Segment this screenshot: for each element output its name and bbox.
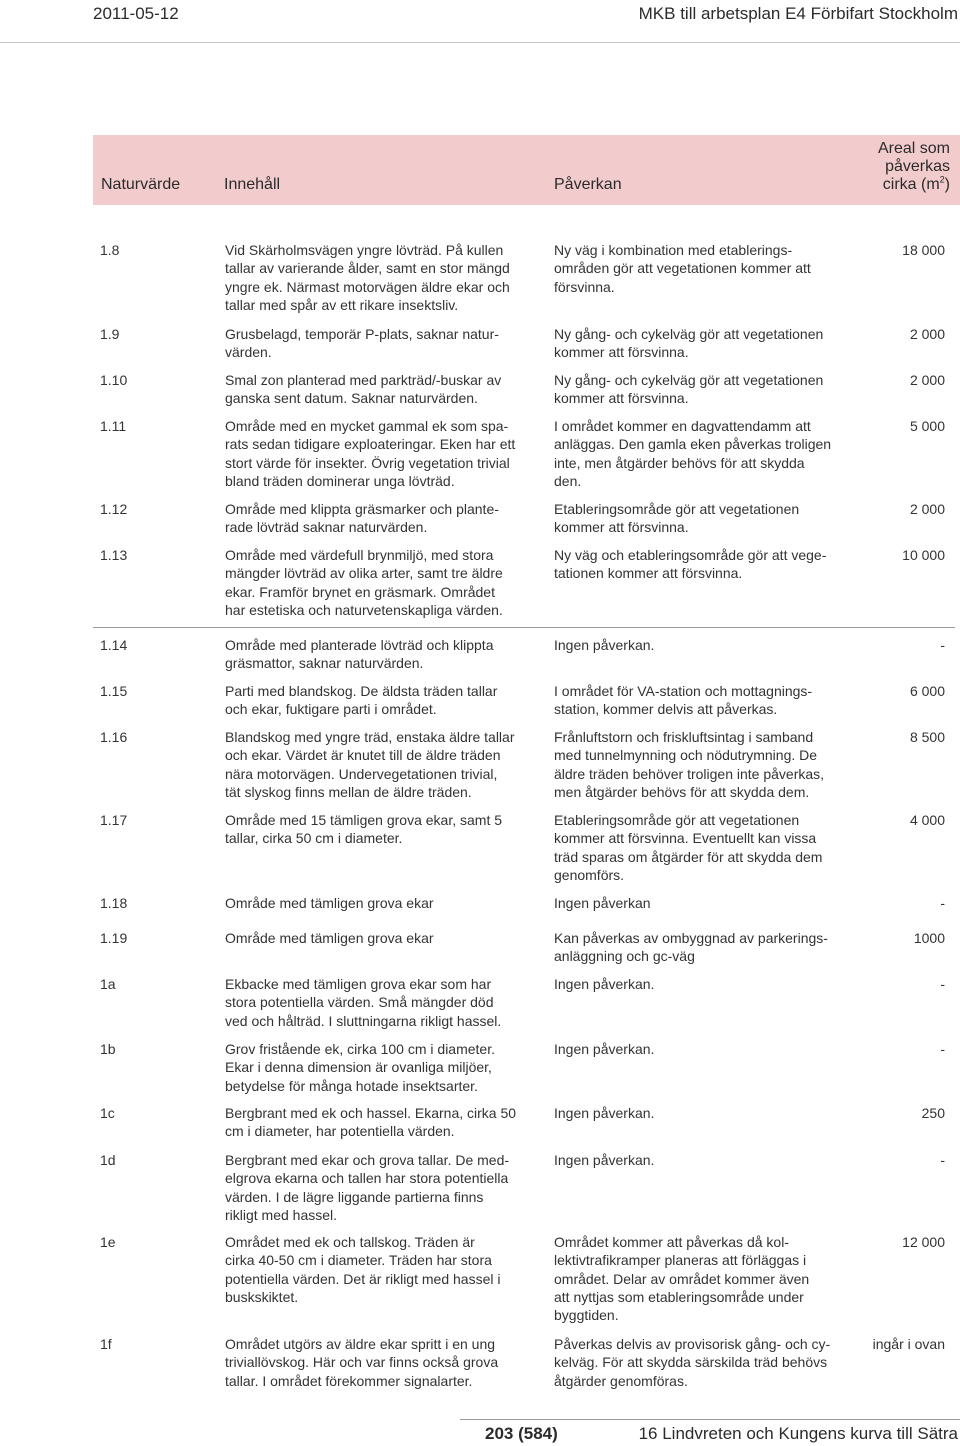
header-date: 2011-05-12: [93, 4, 179, 23]
cell-line: men åtgärder behövs för att skydda dem.: [554, 783, 810, 800]
cell-line: Område med tämligen grova ekar: [225, 895, 434, 911]
header-title: MKB till arbetsplan E4 Förbifart Stockholm: [638, 4, 958, 23]
cell-line: nära motorvägen. Undervegetationen trivial,: [225, 765, 498, 782]
cell-line: anläggning och gc-väg: [554, 948, 695, 965]
footer-divider: [460, 1419, 960, 1420]
cell-line: elgrova ekarna och tallen har stora potentiella: [225, 1170, 509, 1187]
cell-line: Vid Skärholmsvägen yngre lövträd. På kullen: [225, 242, 504, 258]
cell-line: kommer att försvinna. Eventuellt kan vissa: [554, 830, 817, 847]
cell-line: gräsmattor, saknar naturvärden.: [225, 655, 424, 672]
cell-line: Blandskog med yngre träd, enstaka äldre tallar: [225, 729, 515, 745]
cell-areal: 12 000: [902, 1234, 945, 1250]
cell-line: Ny gång- och cykelväg gör att vegetationen: [554, 372, 824, 388]
cell-line: Området utgörs av äldre ekar spritt i en ung: [225, 1336, 496, 1352]
cell-naturvarde: 1.18: [100, 895, 128, 911]
cell-line: att nyttjas som etableringsområde under: [554, 1288, 804, 1305]
cell-line: äldre träden behöver troligen inte påverkas,: [554, 765, 825, 782]
cell-paverkan: [554, 894, 651, 912]
cell-naturvarde: 1.12: [100, 501, 128, 517]
cell-naturvarde: 1a: [100, 976, 116, 992]
cell-line: Ingen påverkan.: [554, 1041, 655, 1057]
cell-naturvarde: 1.10: [100, 372, 128, 388]
cell-paverkan: [554, 929, 828, 966]
cell-line: Parti med blandskog. De äldsta träden tallar: [225, 683, 498, 699]
cell-areal: 10 000: [902, 547, 945, 563]
cell-line: stora potentiella värden. Små mängder död: [225, 994, 494, 1011]
cell-line: cm i diameter, har potentiella värden.: [225, 1123, 455, 1140]
cell-line: Bergbrant med ekar och grova tallar. De med-: [225, 1152, 510, 1168]
column-header-naturvarde: Naturvärde: [101, 176, 181, 193]
cell-line: yngre ek. Närmast motorvägen äldre ekar och: [225, 278, 510, 295]
cell-line: Område med planterade lövträd och klippta: [225, 637, 494, 653]
cell-line: Kan påverkas av ombyggnad av parkerings-: [554, 930, 828, 946]
cell-line: och ekar, fuktigare parti i området.: [225, 701, 437, 718]
cell-areal: 2 000: [909, 326, 945, 342]
cell-line: Ingen påverkan: [554, 895, 651, 911]
cell-line: rikligt med hassel.: [225, 1206, 338, 1223]
cell-areal: -: [940, 895, 945, 911]
column-header-areal: Areal som påverkas cirka $(m^2)$: [877, 140, 950, 193]
cell-line: Område med värdefull brynmiljö, med stora: [225, 547, 494, 563]
cell-innehall: [225, 371, 501, 408]
cell-line: Ingen påverkan.: [554, 976, 655, 992]
cell-line: områden gör att vegetationen kommer att: [554, 260, 811, 277]
footer-title: 16 Lindvreten och Kungens kurva till Sätra: [638, 1424, 958, 1443]
column-header-innehall: Innehåll: [224, 176, 281, 193]
cell-line: den.: [554, 472, 582, 489]
cell-innehall: [225, 325, 499, 362]
cell-naturvarde: 1.17: [100, 812, 128, 828]
cell-paverkan: [554, 325, 823, 362]
cell-naturvarde: 1.8: [100, 242, 120, 258]
cell-areal: 2 000: [909, 501, 945, 517]
cell-innehall: [225, 241, 510, 314]
cell-innehall: [225, 1104, 516, 1141]
cell-innehall: [225, 636, 493, 673]
cell-line: ganska sent datum. Saknar naturvärden.: [225, 390, 478, 407]
cell-line: Område med klippta gräsmarker och plante-: [225, 501, 499, 517]
cell-line: värden.: [225, 344, 272, 361]
cell-line: området. Delar av området kommer även: [554, 1270, 810, 1287]
cell-areal: 18 000: [902, 242, 945, 258]
cell-line: Bergbrant med ek och hassel. Ekarna, cirka 50: [225, 1105, 517, 1121]
cell-innehall: [225, 728, 515, 801]
cell-naturvarde: 1c: [100, 1105, 115, 1121]
cell-areal: 4 000: [909, 812, 945, 828]
cell-areal: 2 000: [909, 372, 945, 388]
cell-paverkan: [554, 241, 811, 296]
cell-naturvarde: 1f: [100, 1336, 112, 1352]
cell-line: försvinna.: [554, 278, 615, 295]
cell-line: Ny väg i kombination med etablerings-: [554, 242, 793, 258]
cell-line: Ekbacke med tämligen grova ekar som har: [225, 976, 492, 992]
cell-line: Ingen påverkan.: [554, 637, 655, 653]
cell-line: Ny väg och etableringsområde gör att vege-: [554, 547, 827, 563]
cell-paverkan: [554, 682, 812, 719]
cell-innehall: [225, 1151, 509, 1224]
cell-innehall: [225, 894, 434, 912]
cell-line: ekar. Framför brynet en gräsmark. Området: [225, 583, 495, 600]
cell-line: byggtiden.: [554, 1307, 619, 1324]
cell-line: tallar av varierande ålder, samt en stor mängd: [225, 260, 510, 277]
cell-paverkan: [554, 728, 824, 801]
cell-line: har estetiska och naturvetenskapliga värden.: [225, 601, 503, 618]
cell-line: potentiella värden. Det är rikligt med hassel i: [225, 1270, 501, 1287]
cell-areal: ingår i ovan: [872, 1336, 945, 1352]
cell-line: rade lövträd saknar naturvärden.: [225, 519, 428, 536]
cell-line: anläggas. Den gamla eken påverkas troligen: [554, 436, 832, 453]
cell-line: tationen kommer att försvinna.: [554, 565, 743, 582]
cell-line: Området kommer att påverkas då kol-: [554, 1234, 789, 1250]
cell-areal: 6 000: [909, 683, 945, 699]
cell-naturvarde: 1.16: [100, 729, 128, 745]
cell-line: åtgärder genomföras.: [554, 1372, 688, 1389]
cell-innehall: [225, 975, 501, 1030]
cell-line: buskskiktet.: [225, 1288, 299, 1305]
cell-line: tallar. I området förekommer signalarter.: [225, 1372, 473, 1389]
cell-line: Etableringsområde gör att vegetationen: [554, 501, 800, 517]
cell-innehall: [225, 417, 515, 490]
cell-line: mängder lövträd av olika arter, samt tre äldre: [225, 565, 503, 582]
cell-paverkan: [554, 546, 826, 583]
cell-line: betydelse för många hotade insektsarter.: [225, 1077, 478, 1094]
cell-innehall: [225, 1335, 498, 1390]
cell-line: lektivtrafikramper planeras att förläggas i: [554, 1252, 807, 1269]
cell-line: Ingen påverkan.: [554, 1105, 655, 1121]
cell-line: rats sedan tidigare exploateringar. Eken har ett: [225, 436, 516, 453]
cell-areal: -: [940, 1152, 945, 1168]
cell-paverkan: [554, 1335, 830, 1390]
cell-areal: 1000: [913, 930, 945, 946]
cell-line: Ny gång- och cykelväg gör att vegetationen: [554, 326, 824, 342]
cell-line: Grov fristående ek, cirka 100 cm i diameter.: [225, 1041, 495, 1057]
cell-line: genomförs.: [554, 866, 625, 883]
cell-naturvarde: 1.19: [100, 930, 128, 946]
cell-innehall: [225, 929, 434, 947]
cell-line: triviallövskog. Här och var finns också grova: [225, 1354, 499, 1371]
cell-line: träd sparas om åtgärder för att skydda dem: [554, 848, 823, 865]
cell-areal: -: [940, 637, 945, 653]
cell-line: stort värde för insekter. Övrig vegetation trivial: [225, 454, 510, 471]
cell-paverkan: [554, 636, 654, 654]
cell-line: kommer att försvinna.: [554, 390, 689, 407]
cell-naturvarde: 1.14: [100, 637, 128, 653]
cell-innehall: [225, 1040, 495, 1095]
cell-line: I området kommer en dagvattendamm att: [554, 418, 811, 434]
cell-paverkan: [554, 1104, 654, 1122]
cell-areal: 5 000: [909, 418, 945, 434]
cell-line: bland träden dominerar unga lövträd.: [225, 472, 455, 489]
cell-line: kommer att försvinna.: [554, 519, 689, 536]
row-divider: [93, 627, 955, 628]
cell-naturvarde: 1e: [100, 1234, 116, 1250]
cell-naturvarde: 1b: [100, 1041, 116, 1057]
cell-paverkan: [554, 371, 823, 408]
cell-areal: -: [940, 1041, 945, 1057]
cell-naturvarde: 1.9: [100, 326, 120, 342]
cell-paverkan: [554, 500, 799, 537]
cell-line: Område med 15 tämligen grova ekar, samt 5: [225, 812, 503, 828]
cell-line: kommer att försvinna.: [554, 344, 689, 361]
cell-naturvarde: 1.13: [100, 547, 128, 563]
cell-areal: -: [940, 976, 945, 992]
cell-paverkan: [554, 811, 822, 884]
cell-paverkan: [554, 1233, 809, 1324]
cell-line: inte, men åtgärder behövs för att skydda: [554, 454, 805, 471]
cell-line: station, kommer delvis att påverkas.: [554, 701, 778, 718]
page-header: [0, 0, 960, 43]
cell-line: cirka 40-50 cm i diameter. Träden har stora: [225, 1252, 492, 1269]
column-header-paverkan: Påverkan: [554, 176, 622, 193]
cell-line: tallar med spår av ett rikare insektsliv.: [225, 296, 459, 313]
cell-line: tät slyskog finns mellan de äldre träden.: [225, 783, 472, 800]
cell-line: I området för VA-station och mottagnings-: [554, 683, 813, 699]
cell-naturvarde: 1.11: [100, 418, 127, 434]
cell-line: Ingen påverkan.: [554, 1152, 655, 1168]
cell-paverkan: [554, 975, 654, 993]
cell-innehall: [225, 546, 503, 619]
cell-paverkan: [554, 1151, 654, 1169]
cell-line: Grusbelagd, temporär P-plats, saknar natur-: [225, 326, 499, 342]
cell-naturvarde: 1.15: [100, 683, 128, 699]
cell-line: Område med tämligen grova ekar: [225, 930, 434, 946]
cell-line: ved och hålträd. I sluttningarna rikligt hassel.: [225, 1012, 502, 1029]
cell-line: Smal zon planterad med parkträd/-buskar av: [225, 372, 502, 388]
cell-line: värden. I de lägre liggande partierna finns: [225, 1188, 484, 1205]
cell-line: Etableringsområde gör att vegetationen: [554, 812, 800, 828]
cell-line: och ekar. Värdet är knutet till de äldre träden: [225, 747, 501, 764]
cell-line: Frånluftstorn och friskluftsintag i samband: [554, 729, 814, 745]
cell-areal: 8 500: [909, 729, 945, 745]
cell-line: kelväg. För att skydda särskilda träd behövs: [554, 1354, 828, 1371]
table-header: [93, 135, 960, 205]
cell-naturvarde: 1d: [100, 1152, 116, 1168]
cell-paverkan: [554, 417, 831, 490]
cell-line: tallar, cirka 50 cm i diameter.: [225, 830, 403, 847]
cell-innehall: [225, 1233, 500, 1306]
cell-line: Område med en mycket gammal ek som spa-: [225, 418, 509, 434]
cell-innehall: [225, 811, 502, 848]
cell-line: Området med ek och tallskog. Träden är: [225, 1234, 475, 1250]
cell-line: med tunnelmynning och nödutrymning. De: [554, 747, 818, 764]
cell-areal: 250: [921, 1105, 945, 1121]
cell-line: Ekar i denna dimension är ovanliga miljöer,: [225, 1059, 492, 1076]
cell-innehall: [225, 500, 499, 537]
page-number: 203 (584): [485, 1424, 558, 1443]
cell-paverkan: [554, 1040, 654, 1058]
cell-line: Påverkas delvis av provisorisk gång- och cy-: [554, 1336, 831, 1352]
cell-innehall: [225, 682, 497, 719]
